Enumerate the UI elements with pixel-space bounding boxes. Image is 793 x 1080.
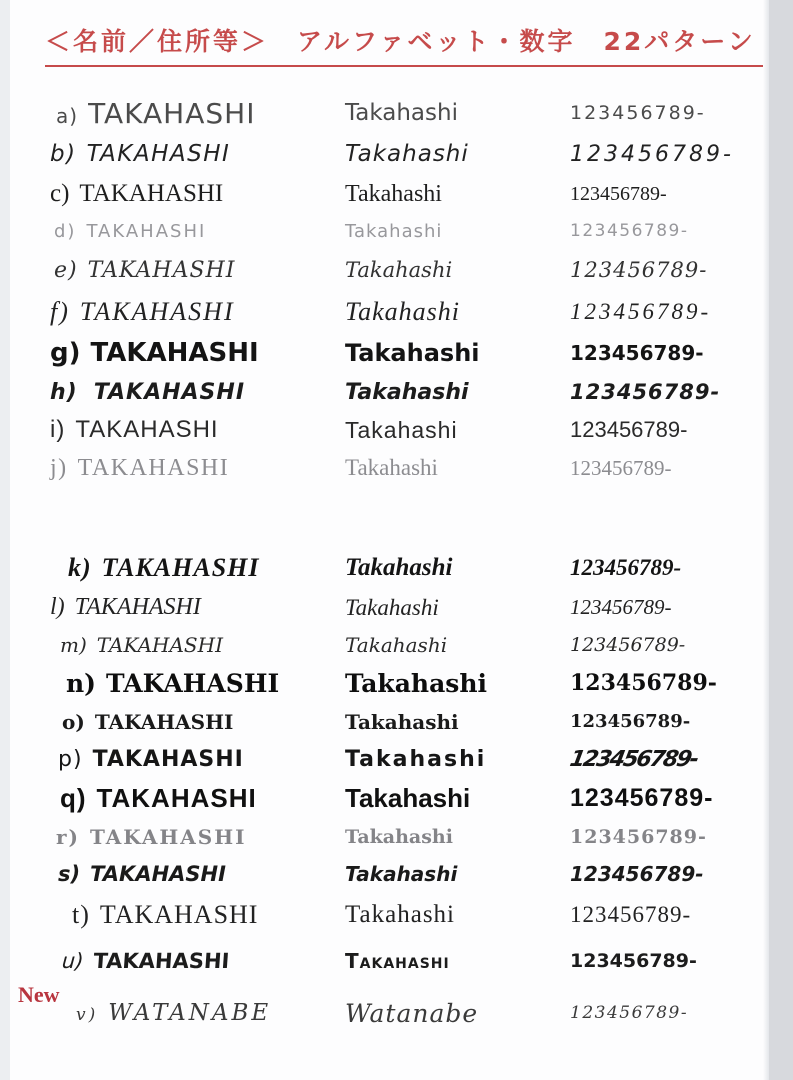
caps-sample: [50, 747, 345, 772]
font-sample-row-f: [0, 291, 793, 333]
caps-sample: [50, 594, 345, 621]
numerals-sample: 123456789-: [570, 182, 667, 205]
row-label: o): [62, 709, 85, 734]
mixed-sample: Takahashi: [345, 594, 439, 620]
row-label: k): [68, 553, 92, 582]
row-label: r): [56, 824, 80, 849]
font-sample-row-o: [0, 703, 793, 740]
font-sample-row-r: [0, 818, 793, 855]
row-label: h): [50, 379, 78, 405]
caps-sample: [49, 949, 346, 973]
caps-text: TAKAHASHI: [75, 416, 219, 443]
caps-text: TAKAHASHI: [94, 709, 234, 734]
caps-text: WATANABE: [108, 1000, 272, 1026]
numerals-sample: 123456789-: [570, 1003, 689, 1023]
caps-text: TAKAHASHI: [88, 96, 256, 130]
row-label: g): [50, 338, 81, 368]
numerals-sample: 123456789-: [570, 950, 697, 972]
numerals-sample: 123456789-: [570, 341, 704, 365]
row-label: i): [50, 416, 66, 443]
caps-sample: [50, 783, 345, 814]
font-sample-row-d: [0, 213, 793, 249]
caps-text: TAKAHASHI: [106, 668, 280, 698]
caps-sample: [50, 380, 345, 405]
numerals-sample: 123456789-: [570, 221, 689, 241]
font-sample-row-a: [0, 93, 793, 133]
font-sample-row-q: [0, 778, 793, 818]
caps-sample: [50, 900, 345, 930]
numerals-sample: 123456789-: [570, 299, 712, 324]
caps-sample: [50, 97, 345, 130]
font-sample-row-p: [0, 740, 793, 778]
mixed-sample: Takahashi: [345, 901, 455, 928]
mixed-sample: Takahashi: [345, 339, 480, 367]
numerals-sample: 123456789-: [570, 141, 734, 167]
mixed-sample: Takahashi: [345, 746, 487, 772]
photo-edge-right: [769, 0, 793, 1080]
font-sample-row-i: [0, 411, 793, 449]
caps-text: TAKAHASHI: [96, 632, 223, 657]
mixed-sample: Takahashi: [345, 709, 459, 734]
numerals-sample: 123456789-: [570, 825, 707, 848]
caps-sample: [50, 862, 345, 886]
numerals-sample: 123456789-: [570, 862, 704, 886]
row-label: e): [54, 257, 78, 283]
caps-sample: [50, 455, 345, 482]
caps-text: TAKAHASHI: [93, 379, 245, 405]
caps-text: TAKAHASHI: [74, 594, 201, 620]
font-sample-row-g: [0, 333, 793, 373]
caps-sample: [50, 553, 345, 583]
caps-sample: [50, 141, 345, 167]
mixed-sample: Takahashi: [345, 141, 469, 167]
row-label: a): [56, 103, 79, 128]
font-sample-row-u: [0, 937, 793, 985]
caps-text: TAKAHASHI: [87, 257, 236, 283]
numerals-sample: 123456789-: [570, 711, 691, 732]
numerals-sample: 123456789-: [570, 902, 692, 927]
numerals-sample: 123456789-: [570, 633, 686, 656]
font-sample-row-m: [0, 626, 793, 663]
font-sample-row-t: [0, 893, 793, 937]
mixed-sample: Takahashi: [345, 632, 448, 657]
font-sample-row-l: [0, 589, 793, 626]
mixed-sample: Takahashi: [345, 862, 458, 886]
mixed-sample: Takahashi: [345, 455, 438, 480]
font-samples-block-1: [0, 93, 793, 487]
row-label: d): [54, 220, 77, 242]
mixed-sample: Takahashi: [345, 949, 450, 973]
caps-text: TAKAHASHI: [86, 220, 207, 242]
caps-text: TAKAHASHI: [101, 553, 260, 582]
caps-text: TAKAHASHI: [90, 862, 226, 886]
font-samples-block-2: [0, 547, 793, 1041]
page-title: ＜名前／住所等＞ アルファベット・数字 22パターン: [45, 22, 763, 67]
mixed-sample: Takahashi: [345, 379, 469, 405]
mixed-sample: Takahashi: [345, 258, 453, 282]
row-label: l): [50, 594, 65, 620]
font-sample-row-k: [0, 547, 793, 589]
caps-sample: [50, 221, 345, 242]
mixed-sample: Takahashi: [345, 825, 453, 848]
numerals-sample: 123456789-: [570, 670, 717, 696]
font-sample-row-n: [0, 663, 793, 703]
row-label: n): [66, 668, 97, 698]
mixed-sample: Watanabe: [345, 998, 479, 1028]
caps-text: TAKAHASHI: [96, 782, 257, 813]
numerals-sample: 123456789-: [570, 555, 682, 580]
caps-text: TAKAHASHI: [79, 297, 235, 326]
numerals-sample: 123456789-: [570, 417, 688, 442]
row-label: u): [61, 949, 85, 973]
numerals-sample: 123456789-: [570, 595, 672, 619]
caps-sample: [50, 825, 345, 849]
row-label: m): [60, 632, 87, 657]
caps-text: TAKAHASHI: [99, 900, 259, 929]
font-sample-row-b: [0, 133, 793, 175]
mixed-sample: Takahashi: [345, 180, 442, 207]
row-label: s): [58, 862, 81, 886]
caps-sample: [50, 180, 345, 208]
row-label: c): [50, 180, 70, 207]
mixed-sample: Takahashi: [345, 297, 460, 326]
caps-sample: [50, 669, 345, 698]
font-sample-row-j: [0, 449, 793, 487]
numerals-sample: 123456789-: [570, 455, 672, 480]
row-label: q): [60, 782, 87, 813]
font-sample-row-h: [0, 373, 793, 411]
mixed-sample: Takahashi: [345, 100, 458, 126]
caps-text: TAKAHASHI: [77, 454, 230, 481]
font-sample-row-v: [0, 985, 793, 1041]
new-badge: New: [18, 982, 60, 1007]
mixed-sample: Takahashi: [345, 554, 453, 581]
caps-text: TAKAHASHI: [90, 338, 259, 368]
numerals-sample: 123456789-: [567, 746, 700, 772]
font-sample-row-s: [0, 855, 793, 893]
font-sample-row-e: [0, 249, 793, 291]
row-label: f): [50, 297, 70, 326]
caps-sample: [50, 338, 345, 368]
mixed-sample: Takahashi: [345, 416, 458, 443]
photo-edge-left: [0, 0, 10, 1080]
caps-text: TAKAHASHI: [90, 824, 247, 849]
caps-sample: [50, 297, 345, 327]
row-label: j): [50, 454, 68, 481]
caps-text: TAKAHASHI: [92, 949, 231, 973]
numerals-sample: 123456789-: [570, 783, 714, 812]
caps-text: TAKAHASHI: [92, 746, 244, 772]
font-sample-row-c: [0, 175, 793, 213]
caps-text: TAKAHASHI: [79, 180, 224, 207]
numerals-sample: 123456789-: [570, 258, 708, 282]
caps-sample: [50, 416, 345, 444]
row-label: t): [72, 900, 90, 929]
mixed-sample: Takahashi: [345, 782, 471, 813]
numerals-sample: 123456789-: [570, 380, 721, 404]
row-label: v): [76, 1005, 99, 1025]
caps-sample: [50, 258, 345, 283]
caps-text: TAKAHASHI: [86, 141, 231, 167]
mixed-sample: Takahashi: [345, 668, 488, 698]
caps-sample: [50, 710, 345, 734]
mixed-sample: Takahashi: [345, 220, 443, 242]
row-label: b): [50, 141, 77, 167]
numerals-sample: 123456789-: [570, 102, 706, 124]
caps-sample: [50, 633, 345, 657]
row-label: p): [58, 746, 83, 772]
caps-sample: [50, 1000, 345, 1026]
